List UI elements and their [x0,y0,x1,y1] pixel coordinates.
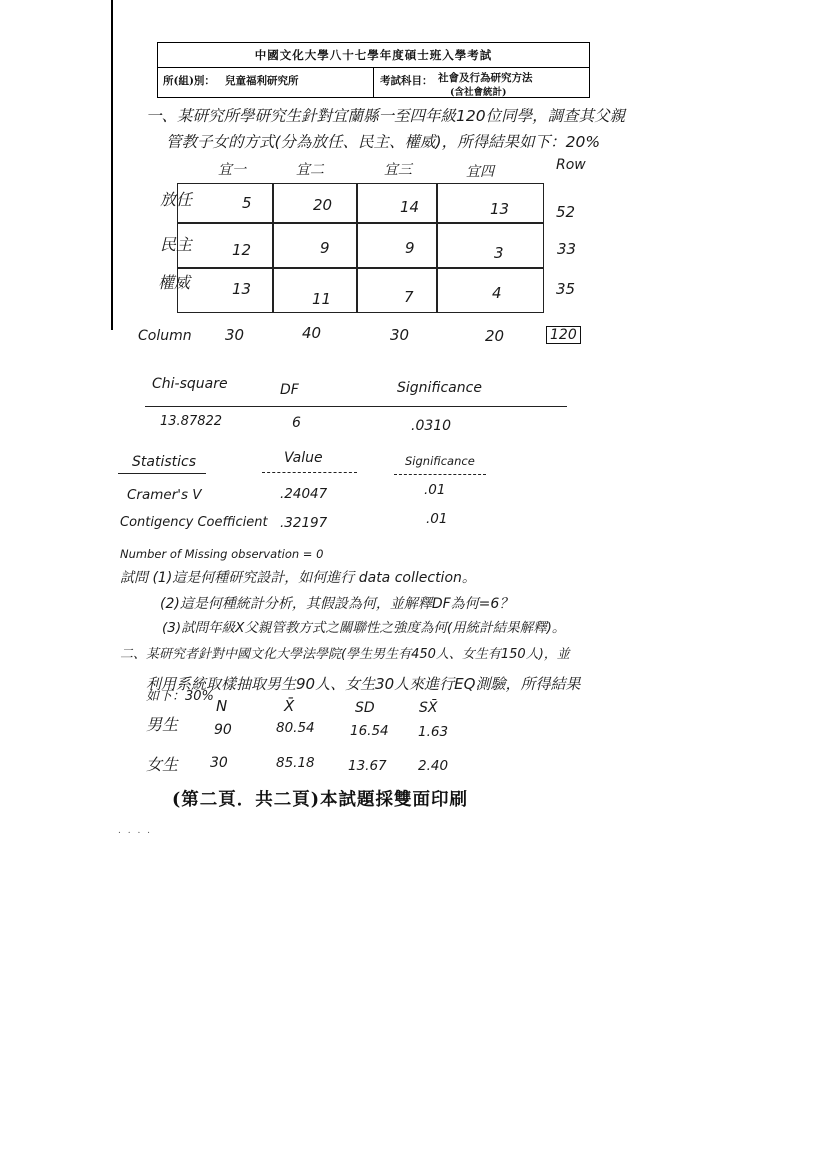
row-total: 35 [556,280,576,298]
q2-cell: 13.67 [348,758,387,774]
exam-title: 中國文化大學八十七學年度碩士班入學考試 [254,48,493,62]
contingency-label: Contigency Coefficient [120,515,268,530]
col-header-2: 宜二 [296,162,324,178]
contingency-value: .32197 [280,515,328,531]
q2-cell: 2.40 [418,758,449,774]
cell: 3 [494,244,504,262]
cell: 5 [242,194,252,212]
q2-cell: 80.54 [276,720,315,736]
grid-hline [178,267,543,269]
row-total: 52 [556,203,576,221]
row-label-3: 權威 [158,273,191,292]
row-label-1: 放任 [160,190,193,209]
grid-vline [436,184,438,312]
margin-rule [111,0,113,330]
q2-header-n: N [216,697,228,715]
q2-row-label-female: 女生 [146,755,179,774]
statistics-underline [118,473,206,474]
value-underline [262,472,357,474]
q2-cell: 1.63 [418,724,449,740]
column-total: 40 [302,324,322,342]
significance-header: Significance [397,380,482,396]
q2-line-1: 二、某研究者針對中國文化大學法學院(學生男生有450人、女生有150人)，並 [120,647,570,662]
cramers-v-label: Cramer's V [127,487,202,503]
q1-ask-2: (2)這是何種統計分析，其假設為何，並解釋DF為何=6？ [160,596,514,612]
dept-label: 所(組)別： [163,75,215,87]
contingency-sig: .01 [426,511,448,527]
q2-header-se: SX̄ [419,700,438,716]
significance-value: .0310 [411,418,452,434]
subject-note: (含社會統計) [450,87,507,98]
dept-value: 兒童福利研究所 [225,75,299,87]
column-total: 30 [390,326,410,344]
cell: 20 [313,196,333,214]
q2-cell: 16.54 [350,723,389,739]
header-split [373,67,374,97]
q2-header-sd: SD [355,700,375,716]
cell: 13 [490,200,510,218]
cell: 7 [404,288,414,306]
cell: 9 [405,239,415,257]
missing-observation: Number of Missing observation = 0 [120,547,324,561]
stats-significance-header: Significance [405,454,475,468]
cell: 13 [232,280,252,298]
col-header-4: 宜四 [466,164,494,180]
col-header-3: 宜三 [384,162,412,178]
cramers-v-value: .24047 [280,486,328,502]
q1-intro-line2: 管教子女的方式(分為放任、民主、權威)，所得結果如下：20% [166,133,601,151]
row-label-2: 民主 [160,235,193,254]
cramers-v-sig: .01 [424,482,446,498]
cell: 9 [320,239,330,257]
cell: 14 [400,198,420,216]
column-total: 30 [225,326,245,344]
page-footer: (第二頁．共二頁)本試題採雙面印刷 [172,790,469,810]
cell: 12 [232,241,252,259]
scan-mark: . . . . [118,826,153,836]
q2-cell: 30 [210,755,228,771]
subject-label: 考試科目： [380,75,433,87]
q2-header-mean: X̄ [284,697,295,715]
column-total: 20 [485,327,505,345]
statistics-header: Statistics [132,454,196,470]
df-header: DF [280,382,299,398]
q2-line-3: 如下：30% [146,689,214,704]
q2-row-label-male: 男生 [146,715,179,734]
chi-square-value: 13.87822 [160,414,223,429]
q2-cell: 90 [214,722,232,738]
stats-significance-underline [394,474,486,476]
grand-total: 120 [546,326,581,344]
subject-value: 社會及行為研究方法 [438,72,533,84]
exam-header [157,42,590,98]
q1-intro-line1: 一、某研究所學研究生針對宜蘭縣一至四年級120位同學，調查其父親 [146,107,626,125]
q1-ask-1: 試問 (1)這是何種研究設計，如何進行 data collection。 [120,570,476,586]
grid-hline [178,222,543,224]
col-header-1: 宜一 [218,162,246,178]
cell: 4 [492,284,502,302]
value-header: Value [284,450,323,466]
df-value: 6 [292,415,301,431]
row-total: 33 [557,240,577,258]
row-total-header: Row [556,157,586,173]
q1-ask-3: (3)試問年級X父親管教方式之關聯性之強度為何(用統計結果解釋)。 [162,620,566,636]
q2-cell: 85.18 [276,755,315,771]
column-label: Column [138,328,192,344]
grid-vline [272,184,274,312]
results-rule [145,406,567,407]
q2-line-2: 利用系統取樣抽取男生90人、女生30人來進行EQ測驗，所得結果 [146,675,581,693]
cell: 11 [312,290,332,308]
grid-vline [356,184,358,312]
chi-square-header: Chi-square [152,376,228,392]
